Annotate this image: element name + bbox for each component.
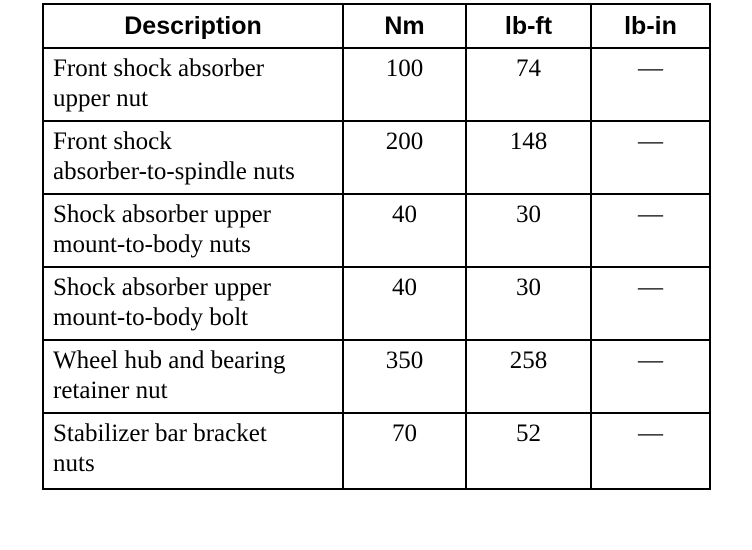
row-nm: 40 [343, 194, 466, 267]
table-row [43, 267, 710, 340]
row-description: Front shock absorber upper nut [43, 48, 343, 121]
header-lb-ft: lb-ft [466, 4, 591, 48]
row-lb-ft: 148 [466, 121, 591, 194]
header-nm: Nm [343, 4, 466, 48]
header-row [43, 4, 710, 48]
row-lb-ft: 52 [466, 413, 591, 489]
row-description: Shock absorber upper mount-to-body nuts [43, 194, 343, 267]
row-description: Wheel hub and bearing retainer nut [43, 340, 343, 413]
row-nm: 200 [343, 121, 466, 194]
row-lb-in: — [591, 121, 710, 194]
row-nm: 350 [343, 340, 466, 413]
row-nm: 40 [343, 267, 466, 340]
row-lb-ft: 30 [466, 194, 591, 267]
row-lb-in: — [591, 48, 710, 121]
row-description: Front shock absorber-to-spindle nuts [43, 121, 343, 194]
header-description: Description [43, 4, 343, 48]
row-nm: 100 [343, 48, 466, 121]
table-row [43, 194, 710, 267]
table-row [43, 121, 710, 194]
row-lb-ft: 30 [466, 267, 591, 340]
header-lb-in: lb-in [591, 4, 710, 48]
table-row [43, 413, 710, 489]
row-description: Stabilizer bar bracket nuts [43, 413, 343, 489]
torque-spec-table [42, 3, 711, 490]
row-description: Shock absorber upper mount-to-body bolt [43, 267, 343, 340]
row-lb-in: — [591, 267, 710, 340]
row-lb-in: — [591, 340, 710, 413]
table-row [43, 48, 710, 121]
row-lb-ft: 74 [466, 48, 591, 121]
table-row [43, 340, 710, 413]
row-lb-in: — [591, 413, 710, 489]
row-nm: 70 [343, 413, 466, 489]
row-lb-ft: 258 [466, 340, 591, 413]
row-lb-in: — [591, 194, 710, 267]
